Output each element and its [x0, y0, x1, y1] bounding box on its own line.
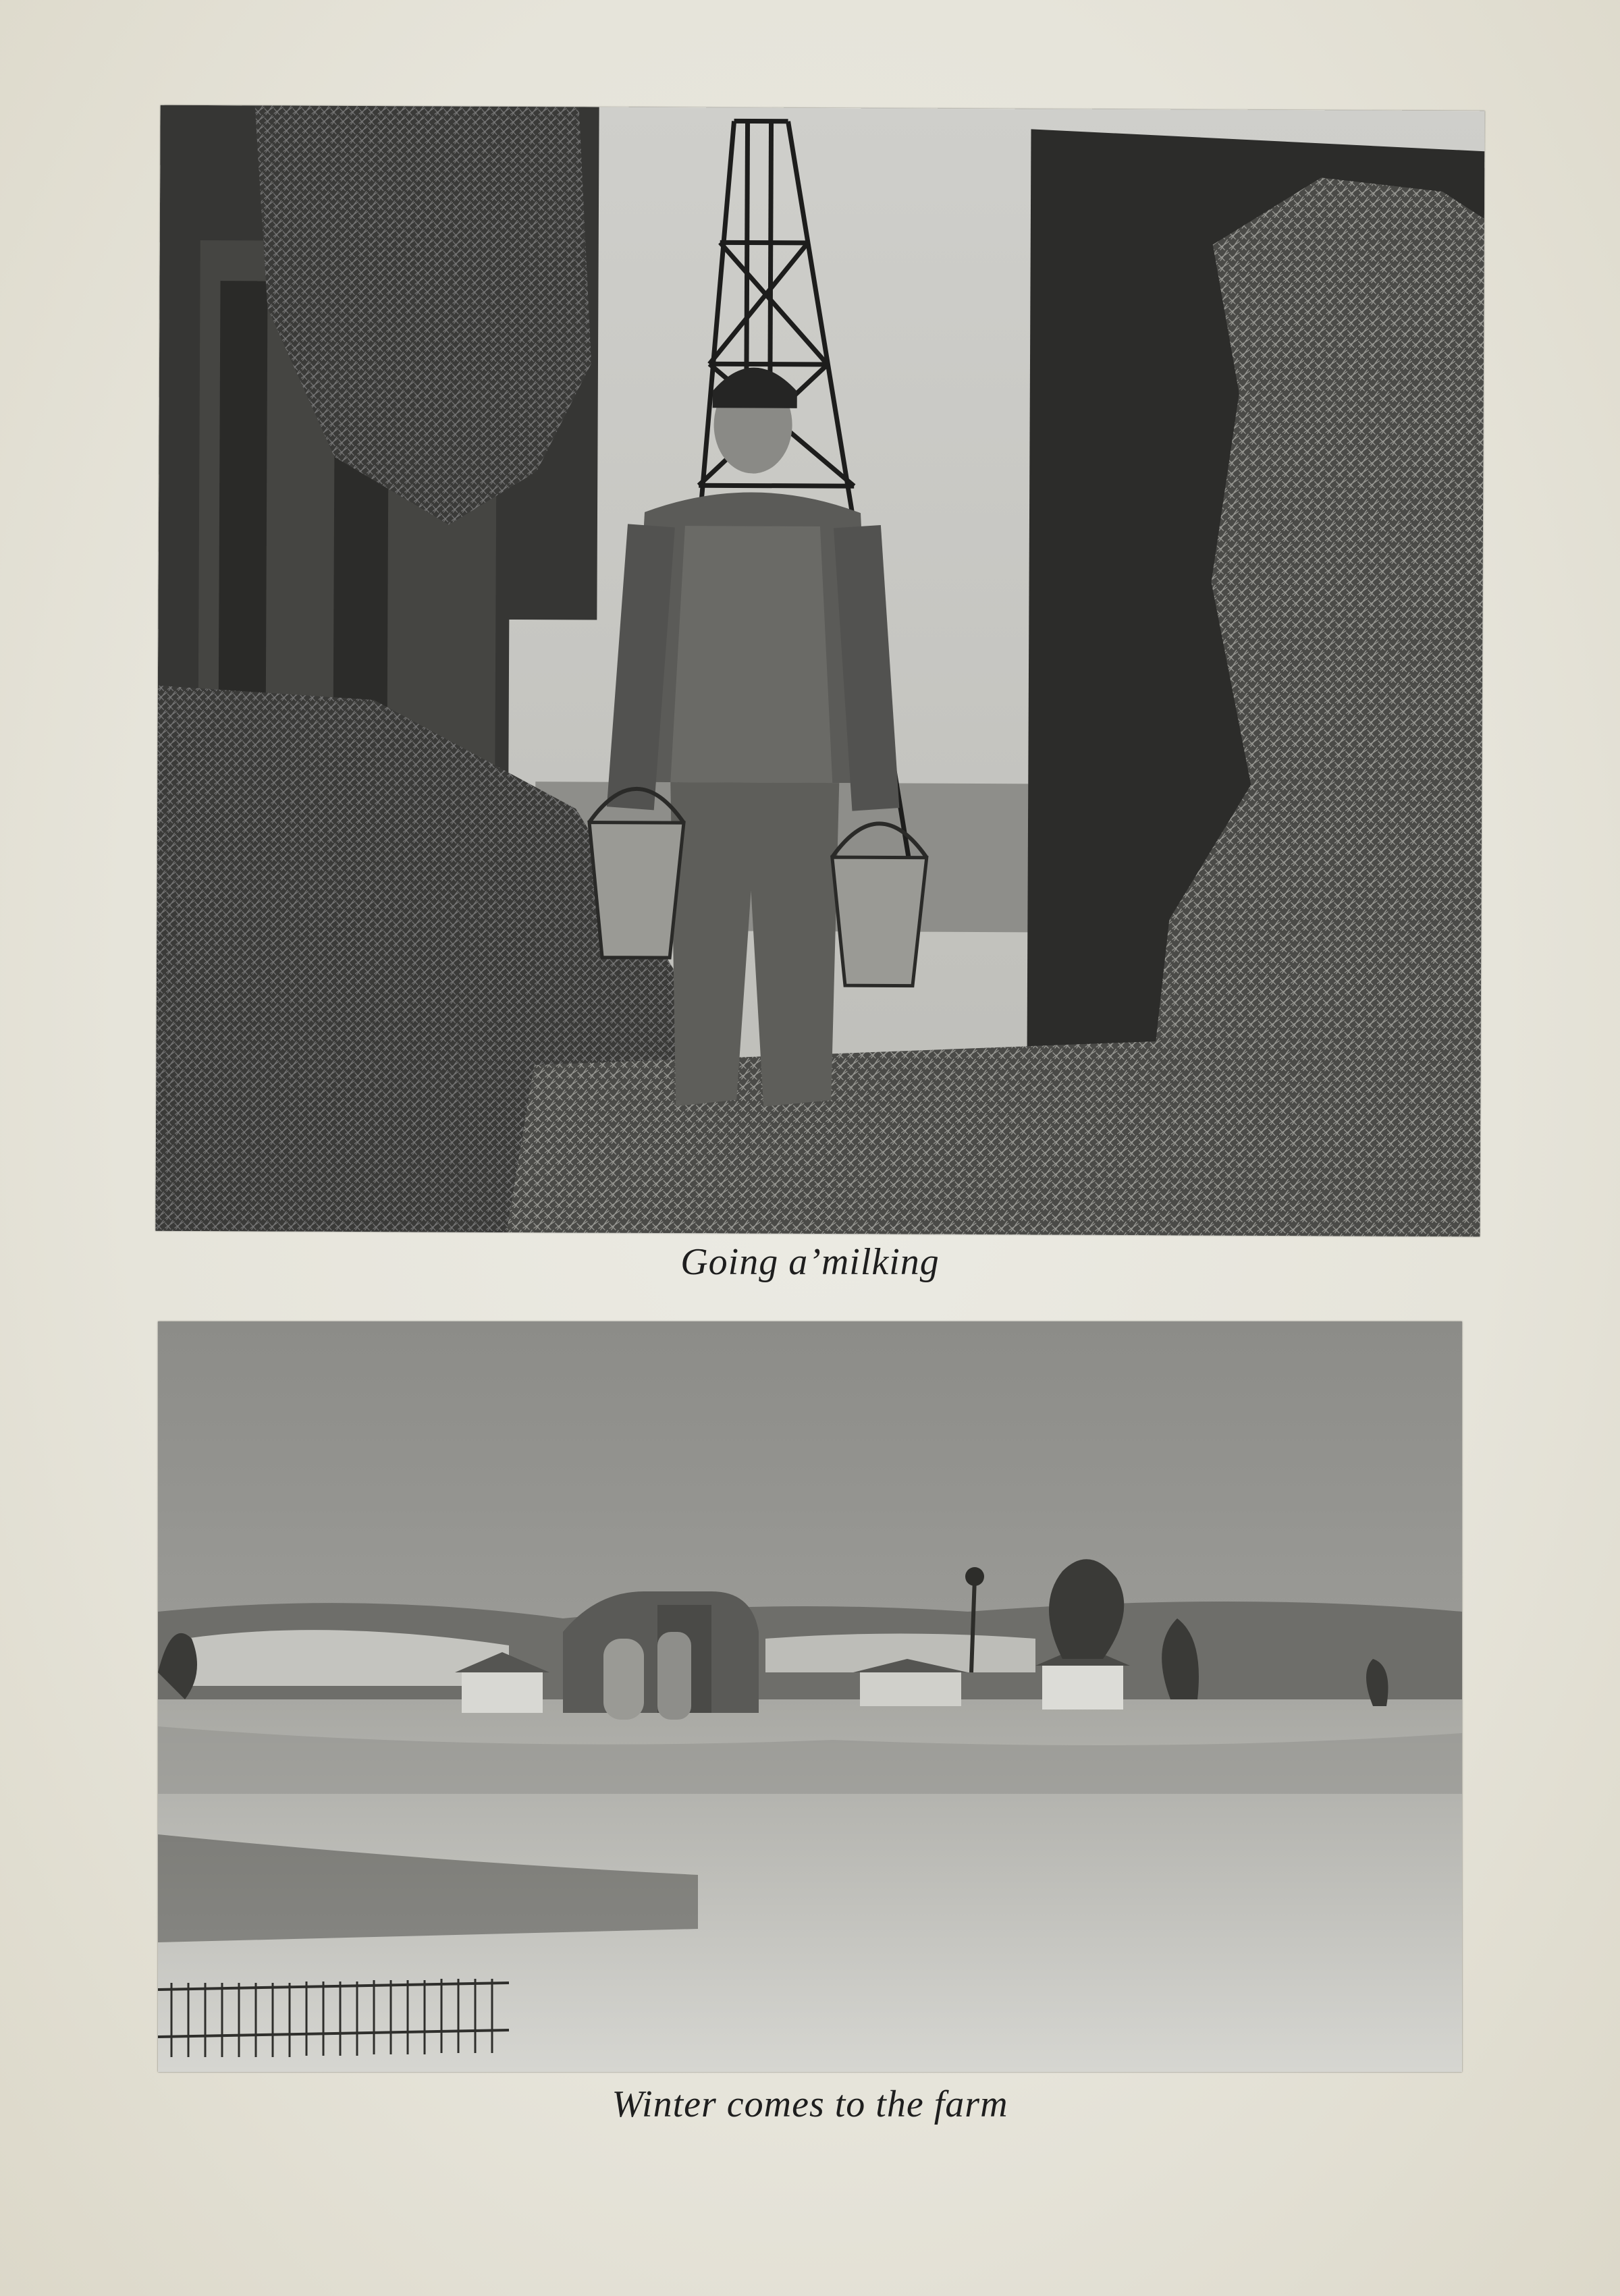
photo-going-a-milking: [155, 105, 1484, 1237]
winter-farm-graphic: [158, 1321, 1462, 2072]
milking-photo-graphic: [155, 105, 1484, 1237]
photo-winter-farm: [158, 1321, 1462, 2072]
caption-going-a-milking: Going a’milking: [680, 1241, 940, 1283]
barn: [563, 1591, 759, 1720]
caption-winter-farm: Winter comes to the farm: [612, 2083, 1008, 2125]
